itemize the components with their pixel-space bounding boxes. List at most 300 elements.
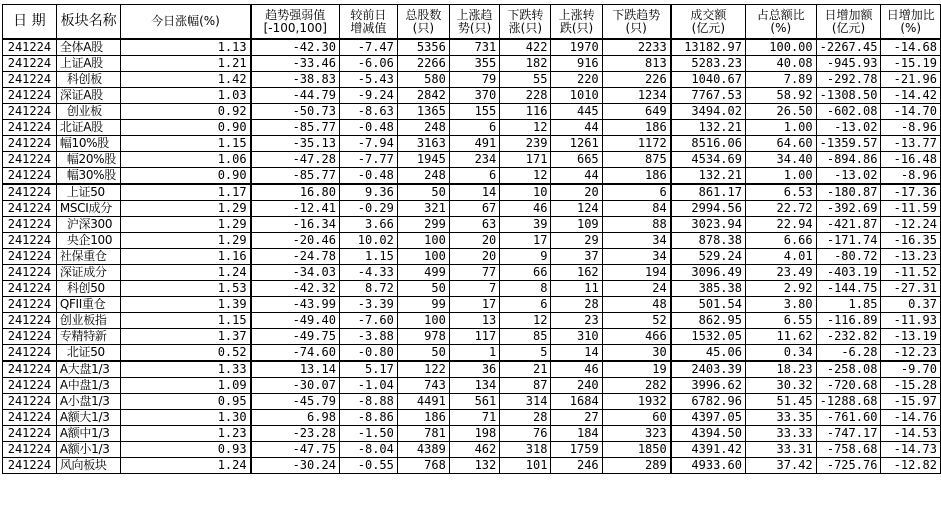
cell-turnover: 4391.42 (671, 442, 746, 458)
cell-today-change-pct: 1.09 (121, 378, 251, 394)
cell-sector-name: 北证A股 (56, 120, 121, 136)
cell-daily-increase-amount: -13.02 (816, 168, 881, 185)
cell-uptrend-count: 77 (449, 265, 499, 281)
cell-change-vs-prev-day: -0.48 (339, 120, 397, 136)
cell-total-stocks: 978 (397, 329, 449, 345)
cell-uptrend-count: 234 (449, 152, 499, 168)
cell-today-change-pct: 1.29 (121, 201, 251, 217)
cell-uptrend-count: 491 (449, 136, 499, 152)
cell-down-to-up-count: 46 (500, 201, 551, 217)
cell-turnover: 4397.05 (671, 410, 746, 426)
cell-trend-strength: -33.46 (251, 56, 340, 72)
table-row[interactable] (3, 184, 941, 201)
cell-today-change-pct: 1.17 (121, 184, 251, 201)
cell-up-to-down-count: 29 (551, 233, 602, 249)
cell-sector-name: 创业板指 (56, 313, 121, 329)
cell-turnover-share: 18.23 (745, 361, 816, 378)
cell-trend-strength: -38.83 (251, 72, 340, 88)
cell-uptrend-count: 13 (449, 313, 499, 329)
cell-today-change-pct: 1.29 (121, 233, 251, 249)
table-row[interactable] (3, 120, 941, 136)
header-up-to-down-count (551, 5, 602, 40)
cell-change-vs-prev-day: 1.15 (339, 249, 397, 265)
cell-turnover-share: 22.72 (745, 201, 816, 217)
cell-daily-increase-amount: -171.74 (816, 233, 881, 249)
cell-up-to-down-count: 44 (551, 168, 602, 185)
cell-down-to-up-count: 422 (500, 39, 551, 56)
cell-date: 241224 (3, 281, 57, 297)
cell-sector-name: 社保重仓 (56, 249, 121, 265)
cell-up-to-down-count: 1759 (551, 442, 602, 458)
header-change-vs-prev-day-line1: 较前日 (350, 7, 387, 22)
cell-daily-increase-pct: -11.59 (881, 201, 941, 217)
table-row[interactable] (3, 313, 941, 329)
cell-down-to-up-count: 171 (500, 152, 551, 168)
cell-up-to-down-count: 46 (551, 361, 602, 378)
cell-total-stocks: 743 (397, 378, 449, 394)
cell-daily-increase-pct: -12.24 (881, 217, 941, 233)
cell-turnover-share: 33.33 (745, 426, 816, 442)
cell-down-to-up-count: 76 (500, 426, 551, 442)
cell-change-vs-prev-day: -5.43 (339, 72, 397, 88)
cell-date: 241224 (3, 265, 57, 281)
header-daily-increase-pct (881, 5, 941, 40)
table-row[interactable] (3, 104, 941, 120)
cell-turnover-share: 3.80 (745, 297, 816, 313)
cell-date: 241224 (3, 201, 57, 217)
cell-daily-increase-amount: -602.08 (816, 104, 881, 120)
cell-uptrend-count: 462 (449, 442, 499, 458)
cell-trend-strength: -16.34 (251, 217, 340, 233)
cell-turnover-share: 23.49 (745, 265, 816, 281)
cell-change-vs-prev-day: -0.48 (339, 168, 397, 185)
cell-total-stocks: 122 (397, 361, 449, 378)
cell-change-vs-prev-day: 5.17 (339, 361, 397, 378)
cell-today-change-pct: 1.03 (121, 88, 251, 104)
cell-today-change-pct: 1.30 (121, 410, 251, 426)
table-row[interactable] (3, 136, 941, 152)
cell-turnover-share: 26.50 (745, 104, 816, 120)
cell-up-to-down-count: 220 (551, 72, 602, 88)
cell-sector-name: 科创板 (56, 72, 121, 88)
cell-date: 241224 (3, 394, 57, 410)
cell-daily-increase-pct: -14.73 (881, 442, 941, 458)
cell-down-to-up-count: 228 (500, 88, 551, 104)
cell-date: 241224 (3, 329, 57, 345)
table-row[interactable] (3, 394, 941, 410)
cell-daily-increase-pct: -12.82 (881, 458, 941, 474)
cell-turnover: 6782.96 (671, 394, 746, 410)
cell-downtrend-count: 24 (602, 281, 671, 297)
cell-today-change-pct: 1.21 (121, 56, 251, 72)
cell-turnover: 1040.67 (671, 72, 746, 88)
cell-up-to-down-count: 124 (551, 201, 602, 217)
table-row[interactable] (3, 39, 941, 56)
cell-date: 241224 (3, 120, 57, 136)
header-down-to-up-count-line1: 下跌转 (507, 7, 544, 22)
cell-date: 241224 (3, 217, 57, 233)
cell-change-vs-prev-day: 9.36 (339, 184, 397, 201)
cell-today-change-pct: 1.24 (121, 265, 251, 281)
cell-turnover: 861.17 (671, 184, 746, 201)
cell-total-stocks: 248 (397, 168, 449, 185)
cell-sector-name: 沪深300 (56, 217, 121, 233)
cell-change-vs-prev-day: -8.88 (339, 394, 397, 410)
header-total-stocks-line2: (只) (412, 20, 435, 35)
cell-turnover: 878.38 (671, 233, 746, 249)
table-row[interactable] (3, 201, 941, 217)
cell-daily-increase-pct: -9.70 (881, 361, 941, 378)
cell-daily-increase-amount: -747.17 (816, 426, 881, 442)
cell-down-to-up-count: 85 (500, 329, 551, 345)
cell-uptrend-count: 134 (449, 378, 499, 394)
cell-down-to-up-count: 314 (500, 394, 551, 410)
table-row[interactable] (3, 297, 941, 313)
table-row[interactable] (3, 72, 941, 88)
cell-turnover: 501.54 (671, 297, 746, 313)
cell-change-vs-prev-day: -7.47 (339, 39, 397, 56)
cell-trend-strength: -20.46 (251, 233, 340, 249)
table-row[interactable] (3, 233, 941, 249)
cell-downtrend-count: 649 (602, 104, 671, 120)
cell-total-stocks: 1945 (397, 152, 449, 168)
header-row (3, 5, 941, 40)
cell-downtrend-count: 875 (602, 152, 671, 168)
cell-uptrend-count: 1 (449, 345, 499, 362)
header-change-vs-prev-day-line2: 增减值 (350, 20, 387, 35)
table-row[interactable] (3, 265, 941, 281)
cell-sector-name: A大盘1/3 (56, 361, 121, 378)
cell-uptrend-count: 6 (449, 120, 499, 136)
cell-down-to-up-count: 12 (500, 313, 551, 329)
cell-turnover-share: 1.00 (745, 120, 816, 136)
cell-turnover: 132.21 (671, 168, 746, 185)
cell-daily-increase-pct: -27.31 (881, 281, 941, 297)
cell-downtrend-count: 6 (602, 184, 671, 201)
cell-downtrend-count: 466 (602, 329, 671, 345)
cell-daily-increase-amount: -421.87 (816, 217, 881, 233)
cell-uptrend-count: 6 (449, 168, 499, 185)
cell-total-stocks: 100 (397, 249, 449, 265)
cell-downtrend-count: 19 (602, 361, 671, 378)
cell-turnover: 3096.49 (671, 265, 746, 281)
cell-sector-name: 幅30%股 (56, 168, 121, 185)
cell-turnover-share: 51.45 (745, 394, 816, 410)
cell-total-stocks: 99 (397, 297, 449, 313)
cell-trend-strength: -50.73 (251, 104, 340, 120)
cell-turnover: 8516.06 (671, 136, 746, 152)
cell-down-to-up-count: 5 (500, 345, 551, 362)
table-row[interactable] (3, 426, 941, 442)
cell-downtrend-count: 34 (602, 249, 671, 265)
cell-sector-name: A额小1/3 (56, 442, 121, 458)
cell-daily-increase-pct: -17.36 (881, 184, 941, 201)
cell-downtrend-count: 1850 (602, 442, 671, 458)
table-row[interactable] (3, 217, 941, 233)
cell-turnover-share: 34.40 (745, 152, 816, 168)
cell-today-change-pct: 1.13 (121, 39, 251, 56)
header-sector-name-line1: 板块名称 (60, 13, 117, 29)
cell-sector-name: A小盘1/3 (56, 394, 121, 410)
cell-daily-increase-amount: -258.08 (816, 361, 881, 378)
cell-turnover-share: 0.34 (745, 345, 816, 362)
cell-today-change-pct: 1.15 (121, 136, 251, 152)
cell-total-stocks: 768 (397, 458, 449, 474)
table-row[interactable] (3, 458, 941, 474)
header-trend-strength (251, 5, 340, 40)
cell-total-stocks: 50 (397, 345, 449, 362)
cell-change-vs-prev-day: -7.60 (339, 313, 397, 329)
header-up-to-down-count-line2: 跌(只) (559, 20, 594, 35)
cell-turnover: 2403.39 (671, 361, 746, 378)
header-change-vs-prev-day (339, 5, 397, 40)
cell-uptrend-count: 7 (449, 281, 499, 297)
cell-turnover: 1532.05 (671, 329, 746, 345)
cell-turnover: 3494.02 (671, 104, 746, 120)
cell-up-to-down-count: 44 (551, 120, 602, 136)
cell-up-to-down-count: 1010 (551, 88, 602, 104)
table-row[interactable] (3, 410, 941, 426)
cell-turnover: 3996.62 (671, 378, 746, 394)
cell-daily-increase-amount: -725.76 (816, 458, 881, 474)
cell-date: 241224 (3, 104, 57, 120)
cell-total-stocks: 499 (397, 265, 449, 281)
cell-down-to-up-count: 101 (500, 458, 551, 474)
cell-daily-increase-amount: -292.78 (816, 72, 881, 88)
cell-change-vs-prev-day: 3.66 (339, 217, 397, 233)
cell-turnover-share: 6.66 (745, 233, 816, 249)
cell-uptrend-count: 17 (449, 297, 499, 313)
cell-today-change-pct: 0.90 (121, 168, 251, 185)
cell-today-change-pct: 1.53 (121, 281, 251, 297)
cell-change-vs-prev-day: -3.88 (339, 329, 397, 345)
cell-today-change-pct: 1.37 (121, 329, 251, 345)
cell-date: 241224 (3, 249, 57, 265)
cell-downtrend-count: 52 (602, 313, 671, 329)
cell-trend-strength: 13.14 (251, 361, 340, 378)
cell-today-change-pct: 1.16 (121, 249, 251, 265)
cell-turnover-share: 11.62 (745, 329, 816, 345)
cell-turnover-share: 30.32 (745, 378, 816, 394)
table-row[interactable] (3, 56, 941, 72)
cell-down-to-up-count: 28 (500, 410, 551, 426)
cell-today-change-pct: 0.52 (121, 345, 251, 362)
cell-up-to-down-count: 27 (551, 410, 602, 426)
header-total-stocks (397, 5, 449, 40)
cell-sector-name: 央企100 (56, 233, 121, 249)
cell-date: 241224 (3, 39, 57, 56)
cell-uptrend-count: 198 (449, 426, 499, 442)
cell-downtrend-count: 226 (602, 72, 671, 88)
cell-sector-name: 北证50 (56, 345, 121, 362)
table-row[interactable] (3, 378, 941, 394)
cell-date: 241224 (3, 168, 57, 185)
cell-daily-increase-pct: -21.96 (881, 72, 941, 88)
cell-sector-name: 幅10%股 (56, 136, 121, 152)
cell-downtrend-count: 2233 (602, 39, 671, 56)
cell-trend-strength: -85.77 (251, 168, 340, 185)
header-turnover-share (745, 5, 816, 40)
cell-down-to-up-count: 17 (500, 233, 551, 249)
cell-turnover: 7767.53 (671, 88, 746, 104)
cell-down-to-up-count: 318 (500, 442, 551, 458)
cell-total-stocks: 50 (397, 184, 449, 201)
cell-trend-strength: -49.75 (251, 329, 340, 345)
table-row[interactable] (3, 152, 941, 168)
header-trend-strength-line1: 趋势强弱值 (265, 7, 326, 22)
cell-daily-increase-amount: -180.87 (816, 184, 881, 201)
cell-change-vs-prev-day: -0.29 (339, 201, 397, 217)
cell-trend-strength: -30.07 (251, 378, 340, 394)
cell-date: 241224 (3, 152, 57, 168)
cell-trend-strength: -23.28 (251, 426, 340, 442)
cell-daily-increase-pct: -14.70 (881, 104, 941, 120)
cell-change-vs-prev-day: 8.72 (339, 281, 397, 297)
cell-uptrend-count: 20 (449, 249, 499, 265)
header-daily-increase-pct-line1: 日增加比 (886, 7, 935, 22)
cell-uptrend-count: 355 (449, 56, 499, 72)
cell-total-stocks: 299 (397, 217, 449, 233)
cell-daily-increase-pct: -15.28 (881, 378, 941, 394)
table-row[interactable] (3, 345, 941, 362)
cell-date: 241224 (3, 313, 57, 329)
cell-date: 241224 (3, 56, 57, 72)
cell-today-change-pct: 1.42 (121, 72, 251, 88)
cell-today-change-pct: 0.90 (121, 120, 251, 136)
cell-sector-name: A额大1/3 (56, 410, 121, 426)
cell-turnover-share: 100.00 (745, 39, 816, 56)
header-total-stocks-line1: 总股数 (405, 7, 442, 22)
cell-change-vs-prev-day: -1.04 (339, 378, 397, 394)
cell-today-change-pct: 1.15 (121, 313, 251, 329)
cell-turnover-share: 2.92 (745, 281, 816, 297)
cell-daily-increase-pct: -8.96 (881, 120, 941, 136)
cell-sector-name: A中盘1/3 (56, 378, 121, 394)
cell-sector-name: 全体A股 (56, 39, 121, 56)
cell-down-to-up-count: 10 (500, 184, 551, 201)
cell-trend-strength: -45.79 (251, 394, 340, 410)
cell-total-stocks: 4491 (397, 394, 449, 410)
cell-sector-name: 上证50 (56, 184, 121, 201)
cell-turnover-share: 1.00 (745, 168, 816, 185)
table-row[interactable] (3, 442, 941, 458)
cell-turnover: 2994.56 (671, 201, 746, 217)
cell-trend-strength: -30.24 (251, 458, 340, 474)
cell-daily-increase-amount: -1308.50 (816, 88, 881, 104)
cell-down-to-up-count: 12 (500, 120, 551, 136)
cell-date: 241224 (3, 233, 57, 249)
cell-uptrend-count: 20 (449, 233, 499, 249)
cell-daily-increase-pct: -12.23 (881, 345, 941, 362)
cell-total-stocks: 100 (397, 233, 449, 249)
cell-turnover: 3023.94 (671, 217, 746, 233)
cell-total-stocks: 3163 (397, 136, 449, 152)
cell-total-stocks: 781 (397, 426, 449, 442)
cell-total-stocks: 248 (397, 120, 449, 136)
cell-up-to-down-count: 23 (551, 313, 602, 329)
cell-trend-strength: -35.13 (251, 136, 340, 152)
cell-trend-strength: 6.98 (251, 410, 340, 426)
cell-daily-increase-amount: -1288.68 (816, 394, 881, 410)
cell-total-stocks: 186 (397, 410, 449, 426)
cell-daily-increase-amount: -2267.45 (816, 39, 881, 56)
cell-downtrend-count: 186 (602, 120, 671, 136)
header-turnover-line1: 成交额 (690, 7, 727, 22)
cell-uptrend-count: 71 (449, 410, 499, 426)
cell-turnover: 132.21 (671, 120, 746, 136)
cell-trend-strength: -47.28 (251, 152, 340, 168)
cell-today-change-pct: 0.95 (121, 394, 251, 410)
cell-daily-increase-pct: -13.19 (881, 329, 941, 345)
cell-daily-increase-pct: -11.52 (881, 265, 941, 281)
cell-today-change-pct: 0.93 (121, 442, 251, 458)
cell-trend-strength: -74.60 (251, 345, 340, 362)
cell-daily-increase-pct: -14.42 (881, 88, 941, 104)
cell-up-to-down-count: 28 (551, 297, 602, 313)
cell-downtrend-count: 194 (602, 265, 671, 281)
cell-uptrend-count: 561 (449, 394, 499, 410)
cell-up-to-down-count: 14 (551, 345, 602, 362)
cell-turnover: 45.06 (671, 345, 746, 362)
cell-turnover-share: 6.53 (745, 184, 816, 201)
table-row[interactable] (3, 361, 941, 378)
header-turnover-share-line1: 占总额比 (756, 7, 805, 22)
header-turnover-line2: (亿元) (691, 20, 726, 35)
cell-daily-increase-amount: -945.93 (816, 56, 881, 72)
cell-turnover-share: 33.35 (745, 410, 816, 426)
header-today-change-pct (121, 5, 251, 40)
cell-turnover: 5283.23 (671, 56, 746, 72)
cell-trend-strength: -42.32 (251, 281, 340, 297)
cell-downtrend-count: 1172 (602, 136, 671, 152)
header-downtrend-count-line1: 下跌趋势 (612, 7, 661, 22)
cell-trend-strength: -24.78 (251, 249, 340, 265)
cell-up-to-down-count: 916 (551, 56, 602, 72)
cell-turnover: 385.38 (671, 281, 746, 297)
cell-trend-strength: -85.77 (251, 120, 340, 136)
cell-up-to-down-count: 240 (551, 378, 602, 394)
cell-change-vs-prev-day: -3.39 (339, 297, 397, 313)
table-row[interactable] (3, 249, 941, 265)
cell-turnover: 4933.60 (671, 458, 746, 474)
cell-today-change-pct: 1.24 (121, 458, 251, 474)
cell-uptrend-count: 79 (449, 72, 499, 88)
cell-daily-increase-pct: -8.96 (881, 168, 941, 185)
table-row[interactable] (3, 281, 941, 297)
header-turnover (671, 5, 746, 40)
cell-downtrend-count: 186 (602, 168, 671, 185)
cell-up-to-down-count: 109 (551, 217, 602, 233)
cell-up-to-down-count: 37 (551, 249, 602, 265)
table-row[interactable] (3, 88, 941, 104)
cell-turnover-share: 37.42 (745, 458, 816, 474)
table-row[interactable] (3, 329, 941, 345)
cell-total-stocks: 5356 (397, 39, 449, 56)
cell-daily-increase-pct: 0.37 (881, 297, 941, 313)
cell-turnover: 862.95 (671, 313, 746, 329)
cell-downtrend-count: 282 (602, 378, 671, 394)
cell-sector-name: 科创50 (56, 281, 121, 297)
cell-date: 241224 (3, 442, 57, 458)
cell-total-stocks: 2266 (397, 56, 449, 72)
table-row[interactable] (3, 168, 941, 185)
cell-downtrend-count: 88 (602, 217, 671, 233)
cell-total-stocks: 100 (397, 313, 449, 329)
sector-trend-table (2, 4, 941, 474)
cell-uptrend-count: 370 (449, 88, 499, 104)
cell-trend-strength: -49.40 (251, 313, 340, 329)
cell-turnover: 529.24 (671, 249, 746, 265)
